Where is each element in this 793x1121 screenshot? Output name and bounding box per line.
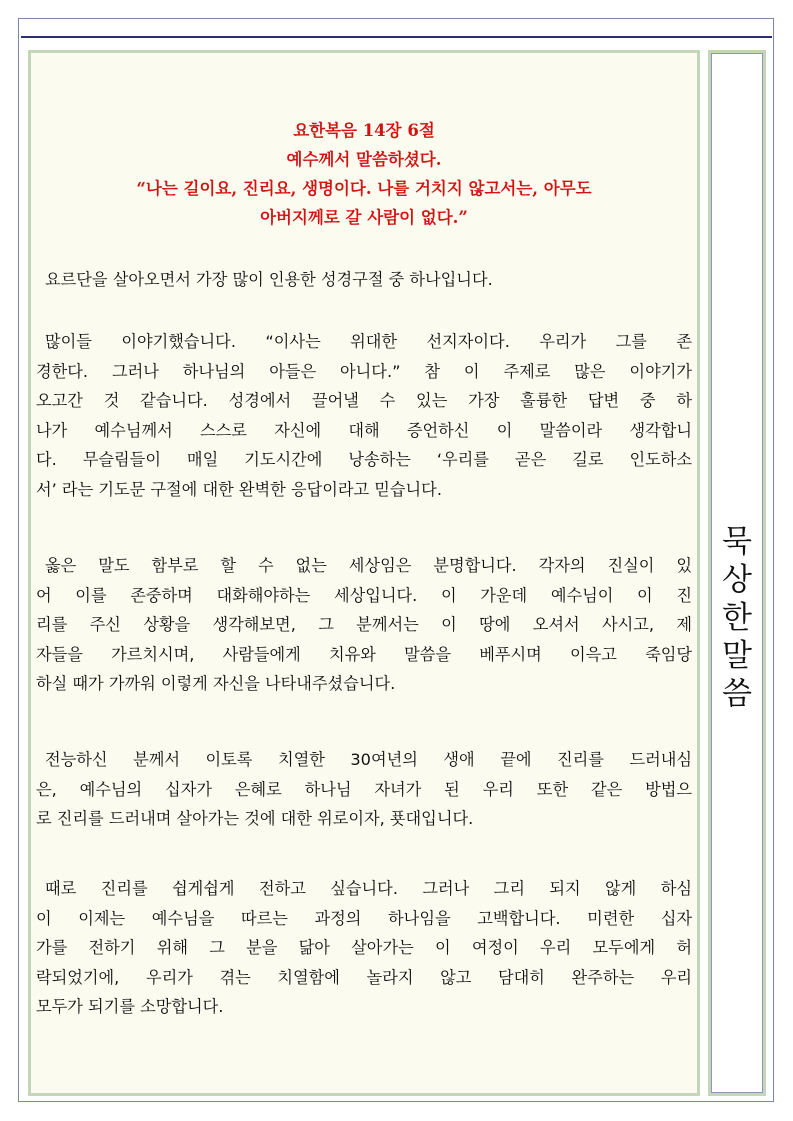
side-title-char: 씀	[722, 676, 752, 712]
paragraph-line: 리를 주신 상황을 생각해보면, 그 분께서는 이 땅에 오셔서 사시고, 제	[36, 615, 692, 634]
paragraph-line: 자들을 가르치시며, 사람들에게 치유와 말씀을 베푸시며 이윽고 죽임당	[36, 644, 692, 664]
paragraph-line: 가를 전하기 위해 그 분을 닮아 살아가는 이 여정이 우리 모두에게 허	[36, 938, 692, 957]
scripture-verse	[34, 116, 694, 232]
side-title-char: 묵	[722, 524, 752, 560]
side-title-panel	[708, 50, 766, 1096]
paragraph-1	[36, 265, 692, 295]
paragraph-2	[36, 327, 692, 504]
paragraph-line: 옳은 말도 함부로 할 수 없는 세상임은 분명합니다. 각자의 진실이 있	[45, 556, 692, 575]
header-rule	[21, 36, 772, 38]
paragraph-line: 락되었기에, 우리가 겪는 치열함에 놀라지 않고 담대히 완주하는 우리	[36, 967, 692, 987]
paragraph-line: 나가 예수님께서 스스로 자신에 대해 증언하신 이 말씀이라 생각합니	[36, 420, 692, 440]
verse-reference: 요한복음 14장 6절	[293, 121, 435, 140]
verse-quote-line: “나는 길이요, 진리요, 생명이다. 나를 거치지 않고서는, 아무도	[136, 179, 592, 198]
verse-quote-line: 아버지께로 갈 사람이 없다.”	[260, 208, 468, 227]
side-title-char: 말	[722, 638, 752, 674]
verse-intro: 예수께서 말씀하셨다.	[286, 150, 442, 169]
paragraph-line: 모두가 되기를 소망합니다.	[36, 997, 224, 1016]
paragraph-line: 많이들 이야기했습니다. “이사는 위대한 선지자이다. 우리가 그를 존	[45, 332, 692, 351]
paragraph-5	[36, 874, 692, 1022]
paragraph-line: 요르단을 살아오면서 가장 많이 인용한 성경구절 중 하나입니다.	[45, 270, 493, 289]
paragraph-line: 오고간 것 같습니다. 성경에서 끌어낼 수 있는 가장 훌륭한 답변 중 하	[36, 391, 692, 410]
paragraph-line: 로 진리를 드러내며 살아가는 것에 대한 위로이자, 푯대입니다.	[36, 809, 474, 828]
paragraph-line: 때로 진리를 쉽게쉽게 전하고 싶습니다. 그러나 그리 되지 않게 하심	[45, 879, 692, 898]
paragraph-line: 서’ 라는 기도문 구절에 대한 완벽한 응답이라고 믿습니다.	[36, 479, 442, 499]
side-title	[711, 523, 763, 713]
paragraph-line: 다. 무슬림들이 매일 기도시간에 낭송하는 ‘우리를 곧은 길로 인도하소	[36, 450, 692, 469]
side-title-char: 한	[722, 600, 752, 636]
paragraph-3	[36, 551, 692, 699]
paragraph-line: 하실 때가 가까워 이렇게 자신을 나타내주셨습니다.	[36, 674, 396, 693]
side-title-char: 상	[722, 562, 752, 598]
paragraph-4	[36, 745, 692, 834]
paragraph-line: 전능하신 분께서 이토록 치열한 30여년의 생애 끝에 진리를 드러내심	[45, 750, 692, 769]
paragraph-line: 어 이를 존중하며 대화해야하는 세상입니다. 이 가운데 예수님이 이 진	[36, 585, 692, 605]
paragraph-line: 이 이제는 예수님을 따르는 과정의 하나임을 고백합니다. 미련한 십자	[36, 908, 692, 928]
paragraph-line: 은, 예수님의 십자가 은혜로 하나님 자녀가 된 우리 또한 같은 방법으	[36, 779, 692, 799]
paragraph-line: 경한다. 그러나 하나님의 아들은 아니다.” 참 이 주제로 많은 이야기가	[36, 361, 692, 381]
